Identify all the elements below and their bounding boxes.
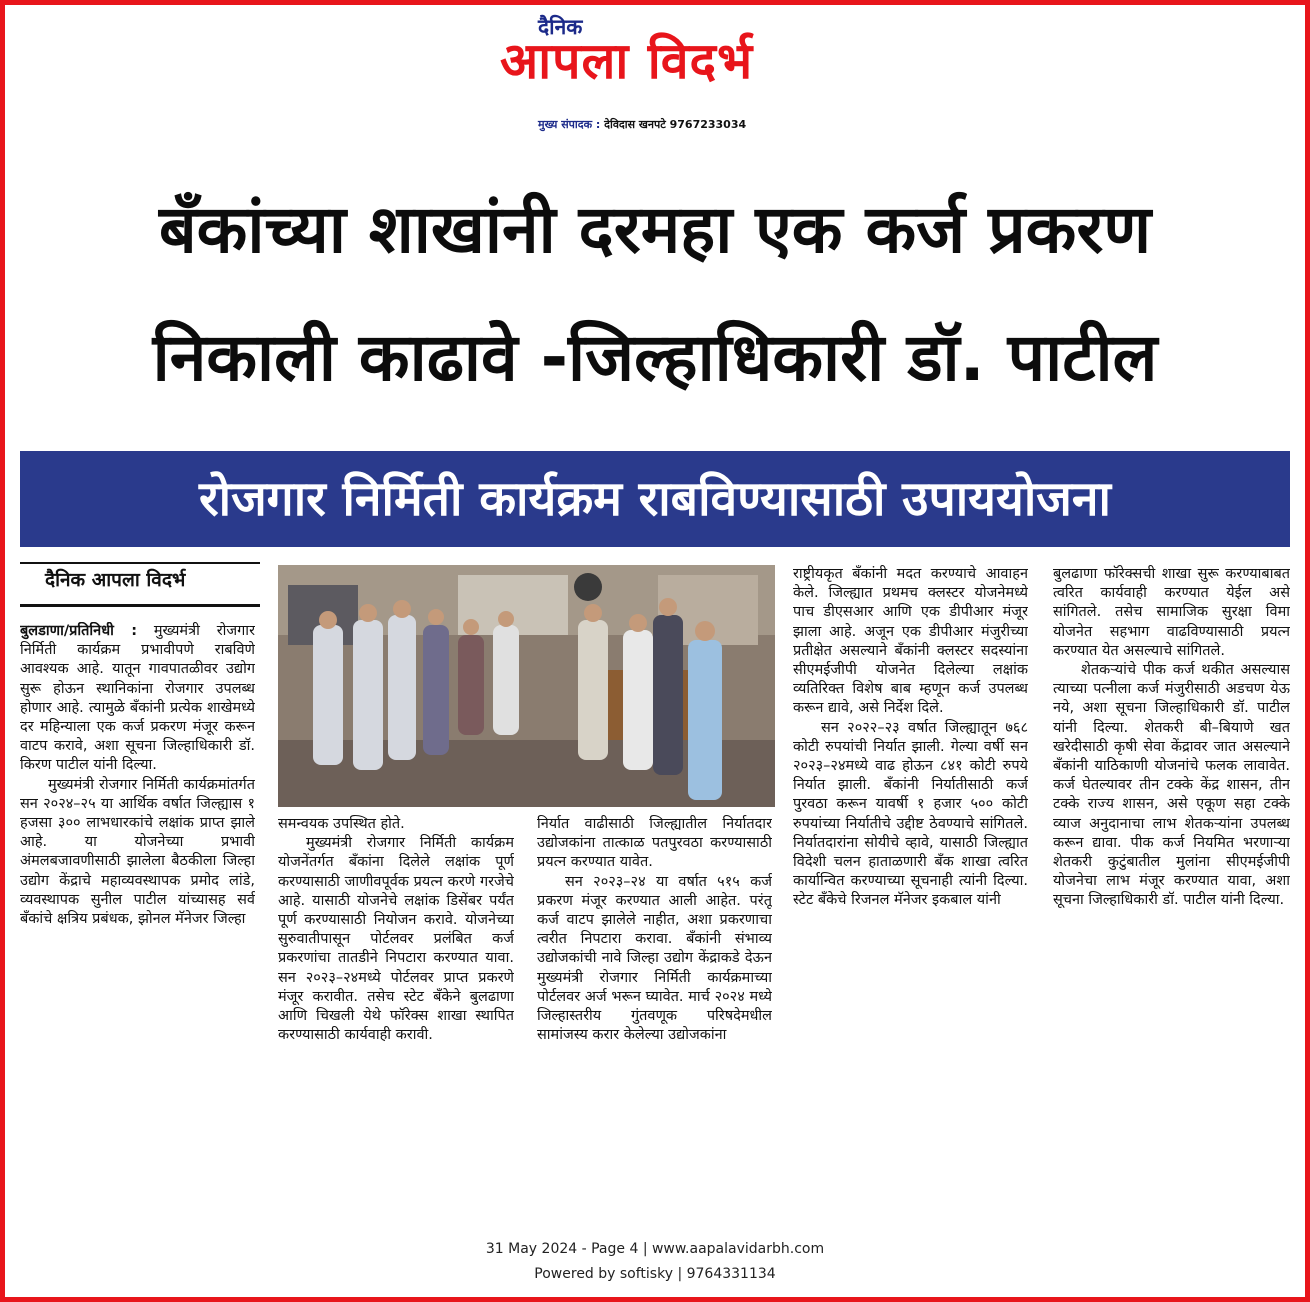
paragraph-text: मुख्यमंत्री रोजगार निर्मिती कार्यक्रम प्रभावीपणे राबविणे आवश्यक आहे. यातून गावपातळीवर उद्योग सुरू होऊन स्थानिकांना रोजगार उपलब्ध होणार आहे. त्यामुळे बँकांनी प्रत्येक शाखेमध्ये दर महिन्याला एक कर्ज प्रकरण मंजूर करून वाटप करावे, अशा सूचना जिल्हाधिकारी डॉ. किरण पाटील यांनी दिल्या. <box>20 623 255 774</box>
masthead-editor <box>538 118 746 132</box>
article-paragraph: सन २०२३–२४ या वर्षात ५१५ कर्ज प्रकरण मंजूर करण्यात आली आहेत. परंतू कर्ज वाटप झालेले नाहीत, अशा प्रकरणाचा त्वरीत निपटारा करावा. बँकांनी संभाव्य उद्योजकांची नावे जिल्हा उद्योग केंद्राकडे देऊन मुख्यमंत्री रोजगार निर्मिती कार्यक्रमाच्या पोर्टलवर अर्ज भरून घ्यावेत. मार्च २०२४ मध्ये जिल्हास्तरीय गुंतवणूक परिषदेमधील सामांजस्य करार केलेल्या उद्योजकांना <box>537 873 772 1044</box>
article-paragraph: समन्वयक उपस्थित होते. <box>278 816 405 832</box>
byline-rule-bottom <box>20 604 260 607</box>
article-paragraph: मुख्यमंत्री रोजगार निर्मिती कार्यक्रम योजनेंतर्गत बँकांना दिलेले लक्षांक पूर्ण करण्यासाठी जाणीवपूर्वक प्रयत्न करणे गरजेचे आहे. यासाठी योजनेचे लक्षांक डिसेंबर पर्यंत पूर्ण करण्यासाठी नियोजन करावे. योजनेच्या सुरुवातीपासून पोर्टलवर प्रलंबित कर्ज प्रकरणांचा तातडीने निपटारा करण्यात यावा. सन २०२३–२४मध्ये पोर्टलवर प्राप्त प्रकरणे मंजूर करावीत. तसेच स्टेट बँकेने बुलढाणा आणि चिखली येथे फॉरेक्स शाखा स्थापित करण्यासाठी कार्यवाही करावी. <box>278 835 514 1044</box>
headline-line-1: बँकांच्या शाखांनी दरमहा एक कर्ज प्रकरण <box>158 191 1152 268</box>
article-paragraph: सन २०२२–२३ वर्षात जिल्ह्यातून ७६८ कोटी रुपयांची निर्यात झाली. गेल्या वर्षी सन २०२३–२४मध्ये वाढ होऊन ८४१ कोटी रुपये निर्यात झाली. बँकांनी निर्यातीसाठी कर्ज पुरवठा करून यावर्षी १ हजार ५०० कोटी रुपयांच्या निर्यातीचे उद्दीष्ट ठेवण्याचे सांगितले. निर्यातदारांना सोयीचे व्हावे, यासाठी जिल्ह्यात विदेशी चलन हाताळणारी बँक शाखा त्वरित कार्यान्वित करण्याच्या सूचनाही त्यांनी दिल्या. स्टेट बँकेचे रिजनल मॅनेजर इकबाल यांनी <box>793 719 1028 909</box>
article-column-2 <box>278 815 514 1215</box>
article-paragraph: मुख्यमंत्री रोजगार निर्मिती कार्यक्रमांतर्गत सन २०२४–२५ या आर्थिक वर्षात जिल्ह्यास १ हजसा ३०० लाभधारकांचे लक्षांक प्राप्त झाले आहे. या योजनेच्या प्रभावी अंमलबजावणीसाठी झालेला बैठकीला जिल्हा उद्योग केंद्राचे महाव्यवस्थापक प्रमोद लांडे, व्यवस्थापक सुनील पाटील यांच्यासह सर्व बँकांचे क्षत्रिय प्रबंधक, झोनल मॅनेजर जिल्हा <box>20 776 255 928</box>
subheadline-banner: रोजगार निर्मिती कार्यक्रम राबविण्यासाठी उपाययोजना <box>20 451 1290 547</box>
editor-value: देविदास खनपटे 9767233034 <box>604 118 747 131</box>
article-column-4 <box>793 565 1028 1225</box>
editor-label: मुख्य संपादक : <box>538 118 601 131</box>
article-column-5 <box>1053 565 1290 1225</box>
meeting-photo <box>278 565 775 807</box>
article-paragraph: शेतकऱ्यांचे पीक कर्ज थकीत असल्यास त्याच्या पत्नीला कर्ज मंजुरीसाठी अडचण येऊ नये, अशा सूचना जिल्हाधिकारी डॉ. पाटील यांनी दिल्या. शेतकरी बी–बियाणे खत खरेदीसाठी कृषी सेवा केंद्रावर जात असल्याने बँकांनी याठिकाणी योजनांचे फलक लावावेत. कर्ज घेतल्यावर तीन टक्के केंद्र शासन, तीन टक्के राज्य शासन, असे एकूण सहा टक्के व्याज अनुदानाचा लाभ शेतकऱ्यांना उपलब्ध करून द्यावा. पीक कर्ज नियमित भरणाऱ्या शेतकरी कुटुंबातील मुलांना सीएमईजीपी योजनेचा लाभ मंजूर करण्यात यावा, अशा सूचना जिल्हाधिकारी डॉ. पाटील यांनी दिल्या. <box>1053 662 1290 909</box>
footer-date-page: 31 May 2024 - Page 4 | www.aapalavidarbh.com <box>485 1241 825 1257</box>
article-paragraph: निर्यात वाढीसाठी जिल्ह्यातील निर्यातदार उद्योजकांना तात्काळ पतपुरवठा करण्यासाठी प्रयत्न करण्यात यावेत. <box>537 816 772 871</box>
masthead-title: आपला विदर्भ <box>500 32 754 90</box>
article-column-1 <box>20 622 255 1222</box>
dateline: बुलडाणा/प्रतिनिधी : <box>20 623 137 639</box>
byline-text: दैनिक आपला विदर्भ <box>45 569 186 591</box>
article-paragraph: बुलढाणा फॉरेक्सची शाखा सुरू करण्याबाबत त्वरित कार्यवाही करण्यात येईल असे सांगितले. तसेच सामाजिक सुरक्षा विमा योजनेत सहभाग वाढविण्यासाठी प्रयत्न करण्यात येत असल्याचे सांगितले. <box>1053 566 1290 659</box>
article-paragraph <box>20 622 255 776</box>
article-paragraph: राष्ट्रीयकृत बँकांनी मदत करण्याचे आवाहन केले. जिल्ह्यात प्रथमच क्लस्टर योजनेमध्ये पाच डीएसआर आणि एक डीपीआर मंजूर झाला आहे. अजून एक डीपीआर मंजुरीच्या प्रतीक्षेत असल्याने बँकांनी क्लस्टर सदस्यांना सीएमईजीपी योजनेत दिलेल्या लक्षांक व्यतिरिक्त विशेष बाब म्हणून कर्ज उपलब्ध करून द्यावे, असे निर्देश दिले. <box>793 566 1028 717</box>
footer-powered-by: Powered by softisky | 9764331134 <box>534 1266 776 1282</box>
masthead-top-word: दैनिक <box>538 15 583 39</box>
article-column-3 <box>537 815 772 1215</box>
headline-line-2: निकाली काढावे -जिल्हाधिकारी डॉ. पाटील <box>152 319 1158 396</box>
byline <box>20 562 260 608</box>
byline-rule-top <box>20 562 260 564</box>
